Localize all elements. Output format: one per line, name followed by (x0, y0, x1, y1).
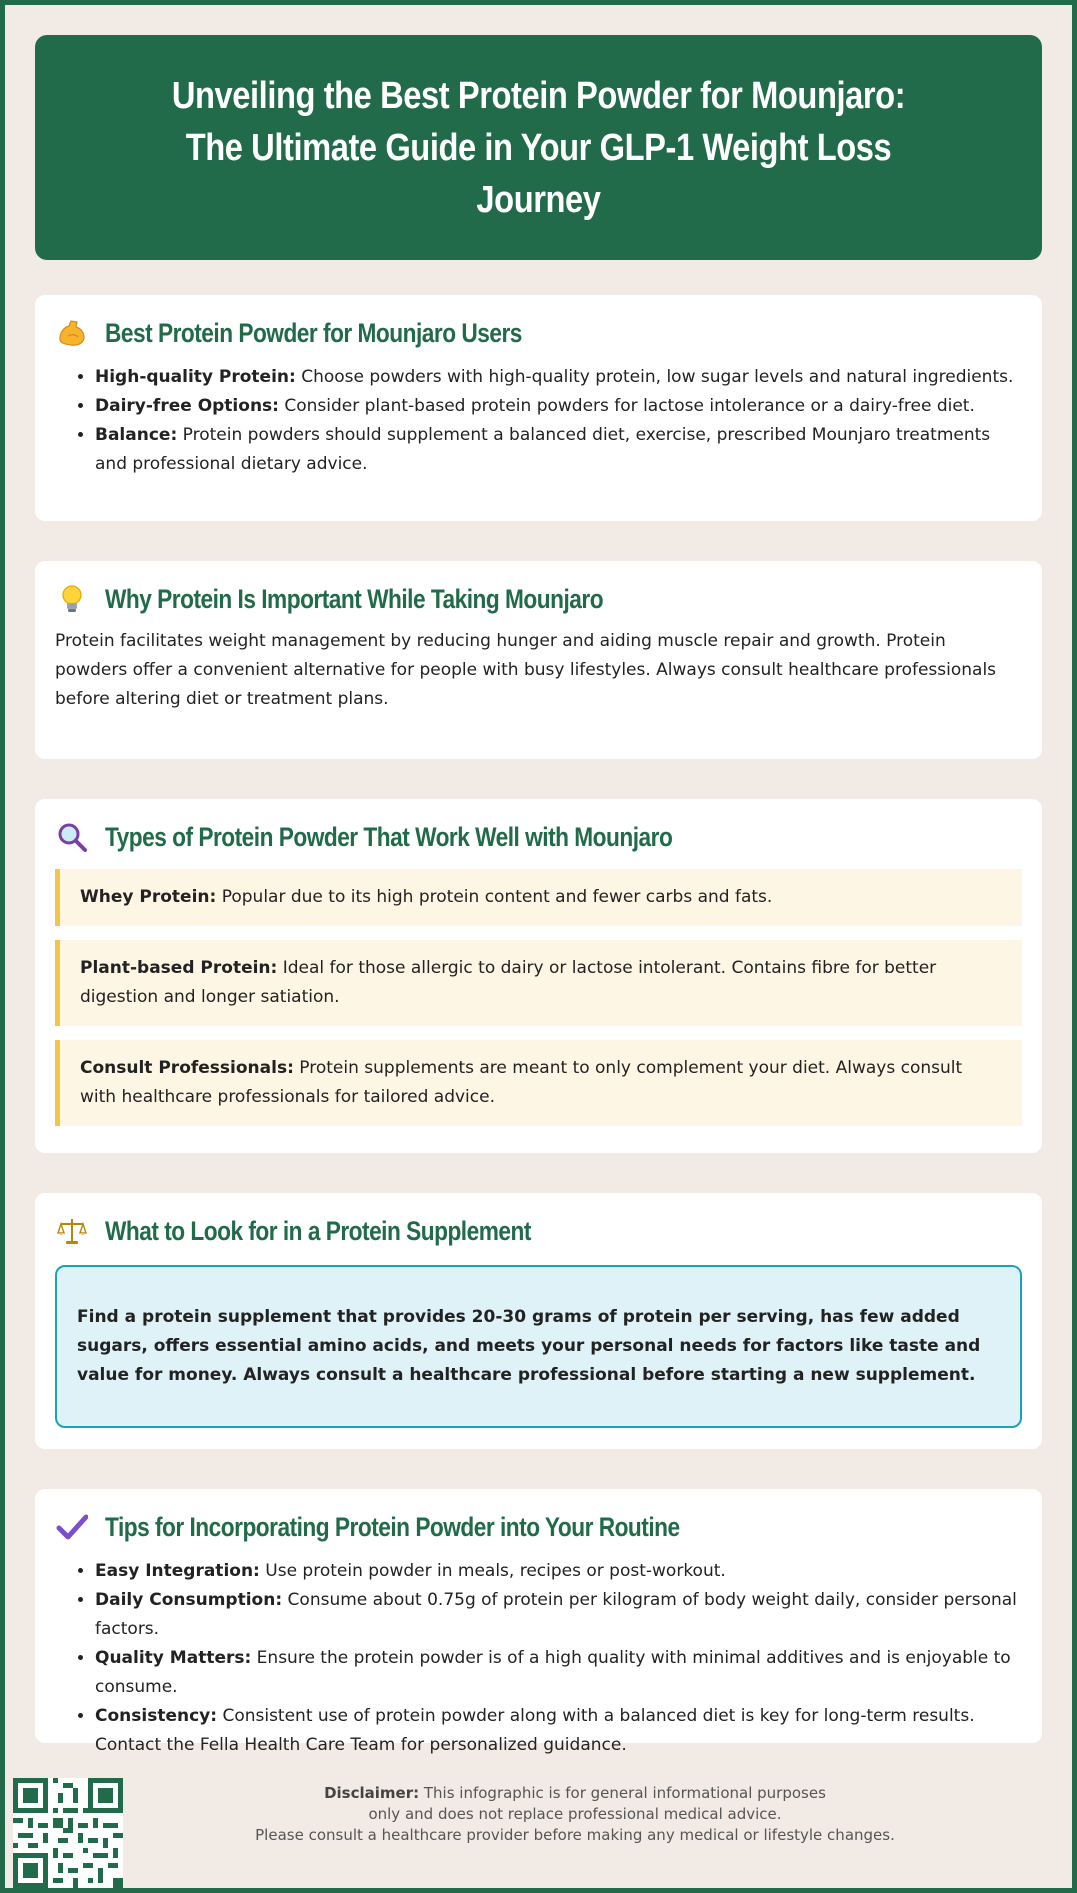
qr-code[interactable] (13, 1778, 123, 1888)
lightbulb-icon (55, 582, 89, 616)
list-item (95, 421, 1022, 479)
list-item (95, 363, 1022, 392)
disclaimer-line-2: only and does not replace professional medical advice. (368, 1805, 782, 1823)
best-protein-list (55, 363, 1022, 479)
item-label: Easy Integration: (95, 1561, 260, 1581)
item-text: Consume about 0.75g of protein per kilogram of body weight daily, consider personal factors. (95, 1590, 1017, 1639)
section-why-protein (35, 561, 1042, 759)
section-protein-types (35, 799, 1042, 1153)
list-item (95, 1644, 1022, 1702)
type-box-consult (55, 1040, 1022, 1126)
type-label: Consult Professionals: (80, 1058, 294, 1078)
tips-list (55, 1557, 1022, 1760)
check-mark-icon (55, 1510, 89, 1544)
type-box-plant-based (55, 940, 1022, 1026)
disclaimer-text: This infographic is for general informational purposes (419, 1784, 826, 1802)
item-text: Choose powders with high-quality protein, low sugar levels and natural ingredients. (295, 367, 1014, 387)
item-label: Dairy-free Options: (95, 396, 279, 416)
type-text: Popular due to its high protein content and fewer carbs and fats. (216, 887, 773, 907)
disclaimer (145, 1783, 1005, 1846)
section-what-to-look-for (35, 1193, 1042, 1449)
magnifying-glass-icon (55, 820, 89, 854)
item-text: Use protein powder in meals, recipes or post-workout. (259, 1561, 726, 1581)
why-protein-body: Protein facilitates weight management by reducing hunger and aiding muscle repair and growth. Protein powders offer a convenient alternative for people with busy lifestyles. Always consult healthcare professionals before altering diet or treatment plans. (55, 631, 997, 709)
item-label: Daily Consumption: (95, 1590, 283, 1610)
section-best-protein (35, 295, 1042, 521)
item-text: Consider plant-based protein powders for lactose intolerance or a dairy-free diet. (278, 396, 975, 416)
section-header (55, 819, 1022, 855)
section-header (55, 581, 1022, 617)
item-label: Quality Matters: (95, 1648, 252, 1668)
section-title: Types of Protein Powder That Work Well with Mounjaro (105, 821, 673, 852)
disclaimer-line-3: Please consult a healthcare provider before making any medical or lifestyle changes. (255, 1826, 895, 1844)
balance-scale-icon (55, 1214, 89, 1248)
section-header (55, 315, 1022, 351)
type-box-whey (55, 869, 1022, 926)
flexed-biceps-icon (55, 316, 89, 350)
list-item (95, 392, 1022, 421)
disclaimer-line-1 (145, 1783, 1005, 1804)
section-tips (35, 1489, 1042, 1755)
section-title: Why Protein Is Important While Taking Mounjaro (105, 583, 604, 614)
section-title: Best Protein Powder for Mounjaro Users (105, 317, 522, 348)
list-item (95, 1702, 1022, 1760)
item-label: Consistency: (95, 1706, 218, 1726)
look-for-callout: Find a protein supplement that provides 20-30 grams of protein per serving, has few added sugars, offers essential amino acids, and meets your personal needs for factors like taste and value for money. Always consult a healthcare professional before starting a new supplement. (55, 1265, 1022, 1428)
disclaimer-label: Disclaimer: (324, 1784, 420, 1802)
type-text: Protein supplements are meant to only complement your diet. Always consult with healthcare professionals for tailored advice. (80, 1058, 963, 1107)
item-label: High-quality Protein: (95, 367, 296, 387)
section-title: Tips for Incorporating Protein Powder into Your Routine (105, 1511, 680, 1542)
item-text: Ensure the protein powder is of a high quality with minimal additives and is enjoyable to consume. (95, 1648, 1011, 1697)
section-header (55, 1509, 1022, 1545)
page-title: Unveiling the Best Protein Powder for Mounjaro: The Ultimate Guide in Your GLP-1 Weight Loss Journey (171, 74, 906, 221)
section-title: What to Look for in a Protein Supplement (105, 1215, 531, 1246)
item-label: Balance: (95, 425, 178, 445)
type-text: Ideal for those allergic to dairy or lactose intolerant. Contains fibre for better digestion and longer satiation. (80, 958, 937, 1007)
list-item (95, 1557, 1022, 1586)
section-header (55, 1213, 1022, 1249)
type-label: Plant-based Protein: (80, 958, 278, 978)
list-item (95, 1586, 1022, 1644)
item-text: Consistent use of protein powder along with a balanced diet is key for long-term results. Contact the Fella Health Care Team for personalized guidance. (95, 1706, 975, 1755)
item-text: Protein powders should supplement a balanced diet, exercise, prescribed Mounjaro treatments and professional dietary advice. (95, 425, 991, 474)
header-banner (35, 35, 1042, 260)
type-label: Whey Protein: (80, 887, 217, 907)
